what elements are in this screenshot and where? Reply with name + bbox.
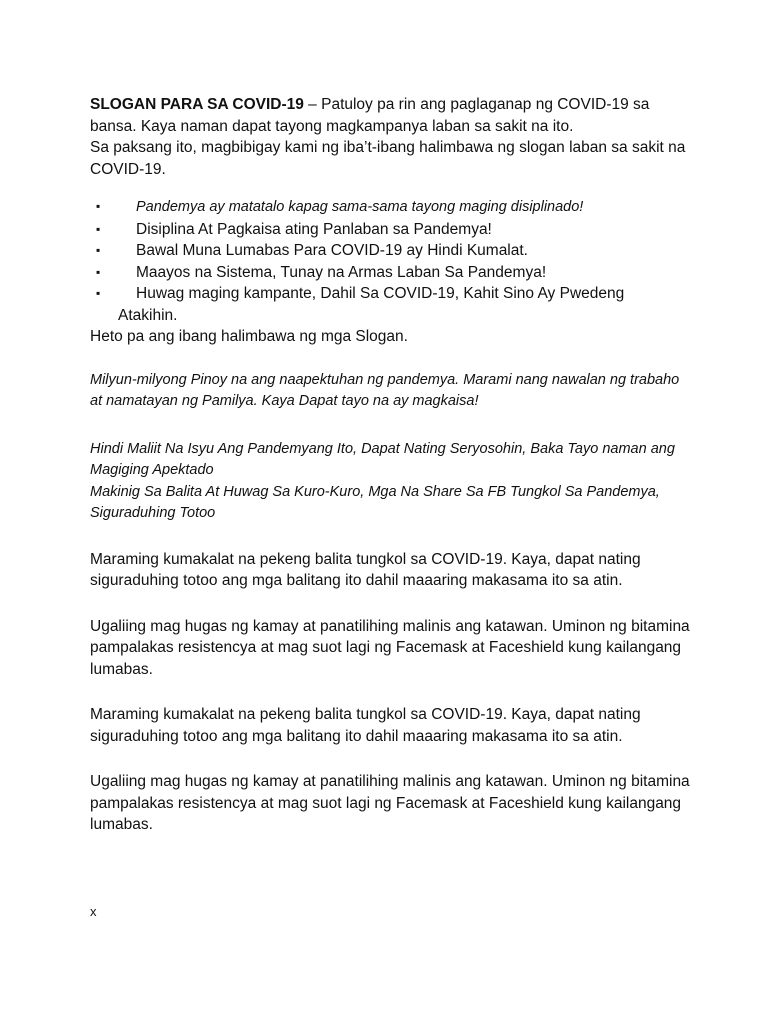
slogan-bullet-list bbox=[90, 196, 690, 326]
square-bullet-icon: ▪ bbox=[96, 286, 101, 300]
bullet-text: Disiplina At Pagkaisa ating Panlaban sa Pandemya! bbox=[136, 220, 492, 238]
italic-slogan-paragraph: Hindi Maliit Na Isyu Ang Pandemyang Ito, Dapat Nating Seryosohin, Baka Tayo naman ang Magiging Apektado bbox=[90, 440, 675, 478]
document-body bbox=[90, 94, 690, 836]
square-bullet-icon: ▪ bbox=[96, 199, 101, 213]
body-paragraph: Maraming kumakalat na pekeng balita tungkol sa COVID-19. Kaya, dapat nating siguraduhing totoo ang mga balitang ito dahil maaaring makasama ito sa atin. bbox=[90, 550, 641, 589]
intro-second-line: Sa paksang ito, magbibigay kami ng iba’t-ibang halimbawa ng slogan laban sa sakit na COVID-19. bbox=[90, 139, 686, 178]
bullet-item bbox=[90, 196, 690, 219]
intro-paragraph bbox=[90, 94, 690, 137]
bullet-text: Bawal Muna Lumabas Para COVID-19 ay Hindi Kumalat. bbox=[136, 242, 528, 259]
bullet-text-continuation: Atakihin. bbox=[118, 306, 178, 324]
bullet-text: Maayos na Sistema, Tunay na Armas Laban Sa Pandemya! bbox=[136, 263, 547, 281]
square-bullet-icon: ▪ bbox=[96, 243, 101, 257]
footer-mark: x bbox=[90, 904, 97, 919]
square-bullet-icon: ▪ bbox=[96, 221, 101, 236]
intro-text: – Patuloy pa rin ang paglaganap ng COVID-19 sa bansa. Kaya naman dapat tayong magkampanya laban sa sakit na ito. bbox=[90, 96, 650, 135]
body-paragraph: Ugaliing mag hugas ng kamay at panatilihing malinis ang katawan. Uminon ng bitamina pampalakas resistencya at mag suot lagi ng Facemask at Faceshield kung kailangang lumabas. bbox=[90, 617, 690, 678]
italic-slogan-paragraph: Makinig Sa Balita At Huwag Sa Kuro-Kuro, Mga Na Share Sa FB Tungkol Sa Pandemya, Siguraduhing Totoo bbox=[90, 483, 660, 521]
bullet-item bbox=[90, 219, 690, 241]
bullet-item bbox=[90, 283, 690, 326]
intro-title: SLOGAN PARA SA COVID-19 bbox=[90, 96, 304, 113]
body-paragraph: Ugaliing mag hugas ng kamay at panatilihing malinis ang katawan. Uminon ng bitamina pampalakas resistencya at mag suot lagi ng Facemask at Faceshield kung kailangang lumabas. bbox=[90, 773, 690, 833]
square-bullet-icon: ▪ bbox=[96, 264, 101, 279]
bullet-item bbox=[90, 262, 690, 284]
bullet-text: Huwag maging kampante, Dahil Sa COVID-19, Kahit Sino Ay Pwedeng bbox=[136, 285, 625, 302]
body-paragraph: Maraming kumakalat na pekeng balita tungkol sa COVID-19. Kaya, dapat nating siguraduhing totoo ang mga balitang ito dahil maaaring makasama ito sa atin. bbox=[90, 706, 641, 745]
bullet-text: Pandemya ay matatalo kapag sama-sama tayong maging disiplinado! bbox=[136, 199, 584, 215]
italic-slogan-paragraph: Milyun-milyong Pinoy na ang naapektuhan ng pandemya. Marami nang nawalan ng trabaho at namatayan ng Pamilya. Kaya Dapat tayo na ay magkaisa! bbox=[90, 371, 680, 409]
bullet-item bbox=[90, 240, 690, 262]
more-examples-line: Heto pa ang ibang halimbawa ng mga Slogan. bbox=[90, 328, 408, 345]
